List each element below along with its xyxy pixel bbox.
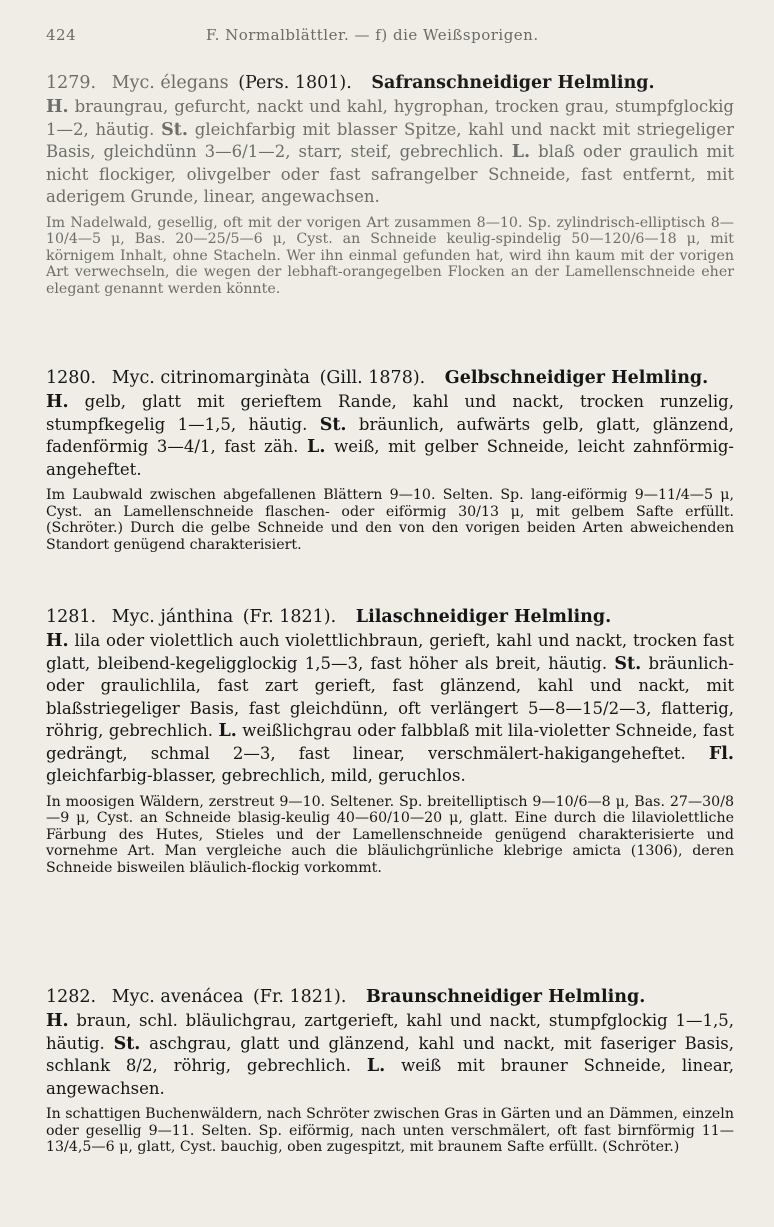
running-title: F. Normalblättler. — f) die Weißsporigen. (206, 26, 539, 44)
entry-number: 1280. (46, 368, 97, 388)
authority: (Pers. 1801). (238, 73, 352, 93)
entry-headline (46, 365, 734, 391)
entry-headline (46, 604, 734, 630)
species-entry (46, 604, 734, 984)
entry-description: H. gelb, glatt mit gerieftem Rande, kahl und nackt, trocken runzelig, stumpfkegelig 1—1,5, häutig. St. bräunlich, aufwärts gelb, glatt, glänzend, fadenförmig 3—4/1, fast zäh. L. weiß, mit gelber Schneide, leicht zahnförmig-angeheftet. (46, 392, 734, 479)
scientific-name: Myc. jánthina (111, 607, 234, 627)
species-entry (46, 365, 734, 604)
german-name: Lilaschneidiger Helmling. (355, 607, 612, 627)
scientific-name: Myc. citrinomarginàta (111, 368, 310, 388)
german-name: Safranschneidiger Helmling. (371, 73, 655, 93)
authority: (Gill. 1878). (319, 368, 426, 388)
entry-headline (46, 984, 734, 1010)
page-header (46, 26, 734, 60)
entry-description: H. lila oder violettlich auch violettlichbraun, gerieft, kahl und nackt, trocken fast glatt, bleibend-kegeligglockig 1,5—3, fast höher als breit, häutig. St. bräunlich- oder graulichlila, fast zart gerieft, fast glänzend, kahl und nackt, mit blaßstriegeliger Basis, fast gleichdünn, oft verlängert 5—8—15/2—3, flatterig, röhrig, gebrechlich. L. weißlichgrau oder falbblaß mit lila-violetter Schneide, fast gedrängt, schmal 2—3, fast linear, verschmälert-hakigangeheftet. Fl. gleichfarbig-blasser, gebrechlich, mild, geruchlos. (46, 631, 734, 785)
entry-number: 1279. (46, 73, 97, 93)
entry-description: H. braun, schl. bläulichgrau, zartgerieft, kahl und nackt, stumpfglockig 1—1,5, häutig. St. aschgrau, glatt und glänzend, kahl und nackt, mit faseriger Basis, schlank 8/2, röhrig, gebrechlich. L. weiß mit brauner Schneide, linear, angewachsen. (46, 1011, 734, 1098)
german-name: Braunschneidiger Helmling. (366, 987, 646, 1007)
entry-note: In moosigen Wäldern, zerstreut 9—10. Seltener. Sp. breitelliptisch 9—10/6—8 μ, Bas. 27—30/8—9 μ, Cyst. an Schneide blasig-keulig 40—60/10—20 μ, glatt. Eine durch die lilaviolettliche Färbung des Hutes, Stieles und der Lamellenschneide genügend charakterisierte und vornehme Art. Man vergleiche auch die bläulichgrünliche klebrige amicta (1306), deren Schneide bisweilen bläulich-flockig vorkommt. (46, 793, 734, 876)
scientific-name: Myc. élegans (111, 73, 229, 93)
species-entry (46, 984, 734, 1184)
entry-note: Im Laubwald zwischen abgefallenen Blättern 9—10. Selten. Sp. lang-eiförmig 9—11/4—5 μ, Cyst. an Lamellenschneide flaschen- oder eiförmig 30/13 μ, mit gelbem Safte erfüllt. (Schröter.) Durch die gelbe Schneide und den von den vorigen beiden Arten abweichenden Standort genügend charakterisiert. (46, 487, 734, 553)
entry-note: Im Nadelwald, gesellig, oft mit der vorigen Art zusammen 8—10. Sp. zylindrisch-elliptisch 8—10/4—5 μ, Bas. 20—25/5—6 μ, Cyst. an Schneide keulig-spindelig 50—120/6—18 μ, mit körnigem Inhalt, ohne Stacheln. Wer ihn einmal gefunden hat, wird ihn kaum mit der vorigen Art verwechseln, die wegen der lebhaft-orangegelben Flocken an der Lamellenschneide eher elegant genannt werden könnte. (46, 214, 734, 297)
german-name: Gelbschneidiger Helmling. (444, 368, 709, 388)
entry-number: 1281. (46, 607, 97, 627)
scientific-name: Myc. avenácea (111, 987, 244, 1007)
authority: (Fr. 1821). (252, 987, 347, 1007)
entry-number: 1282. (46, 987, 97, 1007)
authority: (Fr. 1821). (242, 607, 337, 627)
entry-description: H. braungrau, gefurcht, nackt und kahl, hygrophan, trocken grau, stumpfglockig 1—2, häutig. St. gleichfarbig mit blasser Spitze, kahl und nackt mit striegeliger Basis, gleichdünn 3—6/1—2, starr, steif, gebrechlich. L. blaß oder graulich mit nicht flockiger, olivgelber oder fast safrangelber Schneide, fast entfernt, mit aderigem Grunde, linear, angewachsen. (46, 97, 735, 206)
species-entry (46, 70, 734, 365)
page-number: 424 (46, 26, 77, 44)
entry-note: In schattigen Buchenwäldern, nach Schröter zwischen Gras in Gärten und an Dämmen, einzeln oder gesellig 9—11. Selten. Sp. eiförmig, nach unten verschmälert, oft fast birnförmig 11—13/4,5—6 μ, glatt, Cyst. bauchig, oben zugespitzt, mit braunem Safte erfüllt. (Schröter.) (46, 1106, 734, 1155)
entry-headline (46, 70, 734, 96)
